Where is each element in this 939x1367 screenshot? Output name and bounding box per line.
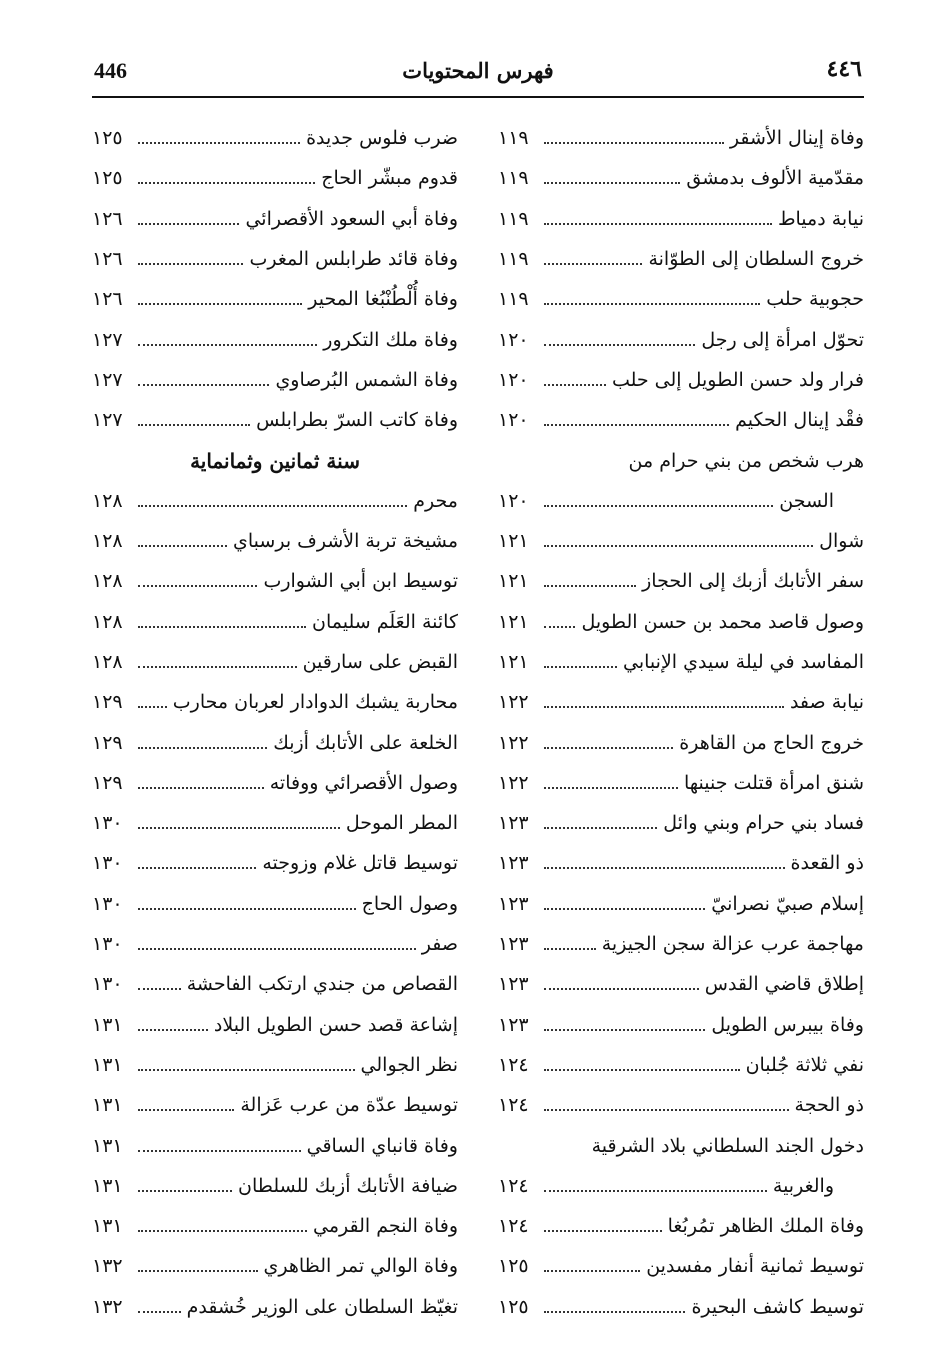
toc-entry-page: ١٢٧ <box>92 368 123 391</box>
toc-entry-page: ١٣١ <box>92 1174 123 1197</box>
dot-leader <box>544 263 642 265</box>
toc-entry-title: إشاعة قصد حسن الطويل البلاد <box>213 1013 458 1036</box>
toc-entry-page: ١٢٨ <box>92 610 123 633</box>
toc-entry-title: محاربة يشبك الدوادار لعربان محارب <box>172 691 458 714</box>
toc-entry <box>498 1166 864 1206</box>
toc-entry <box>92 561 458 601</box>
dot-leader <box>544 1230 662 1232</box>
dot-leader <box>544 747 673 749</box>
toc-entry <box>498 924 864 964</box>
toc-entry-page: ١٢٨ <box>92 651 123 673</box>
toc-entry-title: وفاة كاتب السرّ بطرابلس <box>256 409 458 432</box>
toc-entry-title: إسلام صبيّ نصرانيّ <box>711 892 864 915</box>
toc-entry-page: ١٢٢ <box>498 691 529 714</box>
toc-entry-page: ١٢٤ <box>498 1174 529 1197</box>
toc-entry <box>92 400 458 440</box>
toc-entry <box>92 319 458 359</box>
toc-entry <box>92 682 458 722</box>
toc-entry-page: ١٢٤ <box>498 1053 529 1076</box>
toc-entry <box>498 1045 864 1085</box>
toc-entry-page: ١٢٥ <box>498 1295 529 1318</box>
toc-entry-page: ١٢٠ <box>498 409 529 432</box>
page-header <box>92 52 864 98</box>
toc-entry <box>498 118 864 158</box>
toc-entry <box>498 481 864 521</box>
dot-leader <box>138 706 167 708</box>
toc-entry <box>92 964 458 1004</box>
toc-entry-title: ذو الحجة <box>794 1094 864 1117</box>
toc-entry <box>498 602 864 642</box>
dot-leader <box>138 626 306 628</box>
toc-entry-page: ١٢٨ <box>92 530 123 553</box>
toc-entry-page: ١٣٠ <box>92 973 123 996</box>
dot-leader <box>544 988 699 990</box>
dot-leader <box>544 505 773 507</box>
dot-leader <box>138 867 256 869</box>
toc-entry <box>92 642 458 682</box>
toc-entry-title: وصول الحاج <box>361 892 458 915</box>
toc-entry <box>92 158 458 198</box>
dot-leader <box>544 545 813 547</box>
dot-leader <box>138 1029 208 1031</box>
toc-entry-page: ١٣١ <box>92 1134 123 1157</box>
toc-entry <box>498 319 864 359</box>
toc-entry-title: مهاجمة عرب عزالة سجن الجيزية <box>601 933 864 956</box>
toc-entry-page: ١٣١ <box>92 1094 123 1117</box>
toc-entry <box>498 279 864 319</box>
toc-entry <box>92 118 458 158</box>
toc-entry-title: وفاة النجم القرمي <box>313 1215 458 1238</box>
toc-entry-title: سفر الأتابك أزبك إلى الحجاز <box>642 570 864 593</box>
toc-entry-page: ١٢٩ <box>92 691 123 714</box>
dot-leader <box>544 948 596 950</box>
toc-entry <box>92 481 458 521</box>
dot-leader <box>544 706 784 708</box>
toc-entry-title: وفاة بيبرس الطويل <box>711 1013 864 1036</box>
toc-entry-title: وفاة قائد طرابلس المغرب <box>249 248 458 271</box>
dot-leader <box>544 585 636 587</box>
toc-entry-title: تحوّل امرأة إلى رجل <box>701 328 864 351</box>
toc-entry-title: ذو القعدة <box>790 852 864 875</box>
toc-entry-title: وصول قاصد محمد بن حسن الطويل <box>581 610 864 633</box>
toc-entry-page: ١١٩ <box>498 127 529 150</box>
toc-entry-page: ١٣٠ <box>92 933 123 956</box>
toc-entry <box>498 682 864 722</box>
toc-entry-page: ١٢٩ <box>92 731 123 754</box>
toc-entry-title: صفر <box>421 933 458 956</box>
toc-entry-title: محرم <box>413 489 458 512</box>
toc-entry-page: ١٢٥ <box>498 1255 529 1278</box>
toc-entry <box>92 360 458 400</box>
toc-entry <box>92 924 458 964</box>
toc-entry <box>498 400 864 440</box>
toc-entry-page: ١٢٧ <box>92 328 123 351</box>
dot-leader <box>138 263 243 265</box>
toc-entry-page: ١٢١ <box>498 570 529 593</box>
toc-entry-title: فقْد إينال الحكيم <box>735 409 864 432</box>
toc-entry-title: وفاة الملك الظاهر تمُربُغا <box>667 1215 864 1238</box>
dot-leader <box>138 1069 355 1071</box>
toc-entry <box>498 1206 864 1246</box>
toc-entry <box>498 1005 864 1045</box>
dot-leader <box>138 666 297 668</box>
toc-entry-title: تغيّظ السلطان على الوزير خُشقدم <box>186 1295 458 1318</box>
toc-entry-title: مقدّمية الألوف بدمشق <box>686 167 864 190</box>
toc-entry-page: ١٣٠ <box>92 852 123 875</box>
toc-entry-title: قدوم مبشّر الحاج <box>321 167 458 190</box>
toc-entry-title: وصول الأقصرائي ووفاته <box>269 771 458 794</box>
dot-leader <box>138 545 227 547</box>
dot-leader <box>138 303 302 305</box>
toc-entry-title: نيابة دمياط <box>777 207 864 230</box>
toc-entry-page: ١٢٦ <box>92 207 123 230</box>
toc-entry-page: ١٣٢ <box>92 1295 123 1318</box>
dot-leader <box>544 787 678 789</box>
toc-entry-title: السجن <box>779 489 834 512</box>
toc-entry-page: ١٢٥ <box>92 167 123 190</box>
toc-entry-page: ١٢٢ <box>498 771 529 794</box>
dot-leader <box>138 223 239 225</box>
toc-entry-page: ١٢٣ <box>498 933 529 956</box>
toc-entry-title: القبض على سارقين <box>302 651 458 673</box>
toc-entry-page: ١٢١ <box>498 651 529 673</box>
toc-entry-page: ١٢٠ <box>498 368 529 391</box>
toc-entry <box>498 884 864 924</box>
toc-entry <box>92 279 458 319</box>
dot-leader <box>138 1109 234 1111</box>
dot-leader <box>138 787 264 789</box>
toc-entry <box>92 1287 458 1327</box>
toc-column-right <box>498 118 864 1327</box>
toc-entry-page: ١٣١ <box>92 1215 123 1238</box>
toc-entry-title: الخلعة على الأتابك أزبك <box>273 731 458 754</box>
toc-entry-page: ١٢١ <box>498 530 529 553</box>
toc-entry-title: وفاة قانباي الساقي <box>306 1134 458 1157</box>
toc-entry <box>498 561 864 601</box>
toc-entry-title: والغربية <box>772 1174 834 1197</box>
toc-entry-page: ١٢٢ <box>498 731 529 754</box>
toc-entry-page: ١١٩ <box>498 167 529 190</box>
toc-entry-title: حجوبية حلب <box>766 288 864 311</box>
toc-entry-title: وفاة ملك التكرور <box>323 328 458 351</box>
dot-leader <box>544 182 680 184</box>
dot-leader <box>544 1311 685 1313</box>
dot-leader <box>544 142 724 144</box>
toc-entry <box>92 199 458 239</box>
toc-entry-page: ١٢٠ <box>498 489 529 512</box>
dot-leader <box>544 666 617 668</box>
toc-entry-title: شنق امرأة قتلت جنينها <box>683 771 864 794</box>
toc-entry-title: فرار ولد حسن الطويل إلى حلب <box>611 368 864 391</box>
toc-entry-page: ١٢٧ <box>92 409 123 432</box>
toc-entry-page: ١١٩ <box>498 248 529 271</box>
toc-entry <box>498 239 864 279</box>
toc-entry <box>498 521 864 561</box>
dot-leader <box>544 827 657 829</box>
dot-leader <box>544 223 772 225</box>
toc-entry-first-line: دخول الجند السلطاني بلاد الشرقية <box>591 1134 864 1157</box>
dot-leader <box>138 384 269 386</box>
toc-entry-title: المفاسد في ليلة سيدي الإنبابي <box>623 651 864 673</box>
toc-entry <box>498 199 864 239</box>
toc-entry-page: ١٢٣ <box>498 973 529 996</box>
toc-entry-page: ١٢٨ <box>92 489 123 512</box>
toc-entry <box>498 843 864 883</box>
toc-entry <box>498 722 864 762</box>
dot-leader <box>138 424 250 426</box>
dot-leader <box>138 182 315 184</box>
toc-entry-page: ١٣٠ <box>92 812 123 835</box>
dot-leader <box>138 948 416 950</box>
toc-entry-page: ١٢٤ <box>498 1094 529 1117</box>
toc-entry <box>498 360 864 400</box>
toc-entry-title: وفاة أبي السعود الأقصرائي <box>245 207 458 230</box>
dot-leader <box>138 1311 181 1313</box>
toc-entry <box>498 964 864 1004</box>
dot-leader <box>544 1109 789 1111</box>
toc-entry-title: شوال <box>819 530 864 553</box>
toc-entry-page: ١٢١ <box>498 610 529 633</box>
dot-leader <box>544 1029 705 1031</box>
toc-entry <box>92 239 458 279</box>
dot-leader <box>544 1069 740 1071</box>
toc-entry <box>92 843 458 883</box>
dot-leader <box>138 1270 258 1272</box>
toc-entry-first-line: هرب شخص من بني حرام من <box>628 449 864 472</box>
dot-leader <box>544 626 575 628</box>
toc-entry-title: وفاة الوالي تمر الظاهري <box>263 1255 458 1278</box>
dot-leader <box>138 747 267 749</box>
dot-leader <box>544 303 760 305</box>
toc-entry-title: نفي ثلاثة جُلبان <box>745 1053 864 1076</box>
toc-column-left <box>92 118 458 1327</box>
toc-entry-title: المطر الموحل <box>345 812 458 835</box>
toc-entry <box>92 1045 458 1085</box>
toc-entry-page: ١٣١ <box>92 1013 123 1036</box>
toc-entry-title: كائنة العَلَم سليمان <box>312 610 458 633</box>
dot-leader <box>138 142 300 144</box>
toc-entry <box>92 1125 458 1165</box>
toc-entry-title: مشيخة تربة الأشرف برسباي <box>233 530 458 553</box>
toc-entry <box>498 803 864 843</box>
toc-entry-title: توسيط ثمانية أنفار مفسدين <box>646 1255 864 1278</box>
toc-entry-page: ١٢٦ <box>92 288 123 311</box>
toc-entry-page: ١١٩ <box>498 288 529 311</box>
toc-entry-title: خروج السلطان إلى الطوّانة <box>648 248 864 271</box>
dot-leader <box>138 1150 301 1152</box>
toc-entry <box>92 722 458 762</box>
toc-entry-title: ضيافة الأتابك أزبك للسلطان <box>238 1174 458 1197</box>
toc-entry <box>498 158 864 198</box>
toc-entry-title: نظر الجوالي <box>360 1053 458 1076</box>
dot-leader <box>138 344 317 346</box>
toc-entry-title: إطلاق قاضي القدس <box>704 973 864 996</box>
toc-entry <box>498 763 864 803</box>
toc-entry <box>498 1085 864 1125</box>
toc-entry-title: نيابة صفد <box>789 691 864 714</box>
toc-entry-page: ١٢٥ <box>92 127 123 150</box>
toc-entry <box>92 521 458 561</box>
dot-leader <box>544 1190 767 1192</box>
toc-entry-title: القصاص من جندي ارتكب الفاحشة <box>186 973 458 996</box>
dot-leader <box>544 424 729 426</box>
toc-entry-page: ١١٩ <box>498 207 529 230</box>
dot-leader <box>138 908 356 910</box>
toc-entry-title: توسيط ابن أبي الشوارب <box>263 570 458 593</box>
toc-entry <box>92 763 458 803</box>
toc-entry <box>92 1085 458 1125</box>
dot-leader <box>138 827 340 829</box>
toc-entry-title: وفاة إينال الأشقر <box>729 127 864 150</box>
toc-entry-title: توسيط كاشف البحيرة <box>691 1295 864 1318</box>
toc-entry-page: ١٣٠ <box>92 892 123 915</box>
toc-entry-title: توسيط قاتل غلام وزوجته <box>262 852 458 875</box>
toc-entry-title: وفاة أُلْطُنْبُغا المحير <box>308 288 458 311</box>
dot-leader <box>544 908 705 910</box>
toc-entry-page: ١٣٢ <box>92 1255 123 1278</box>
toc-entry-title: وفاة الشمس البُرصاوي <box>275 368 458 391</box>
toc-entry-page: ١٢٣ <box>498 812 529 835</box>
toc-entry <box>92 803 458 843</box>
toc-entry <box>498 1287 864 1327</box>
dot-leader <box>138 1190 232 1192</box>
toc-entry-title: ضرب فلوس جديدة <box>306 127 458 150</box>
toc-entry-page: ١٢٩ <box>92 771 123 794</box>
toc-entry-page: ١٢٣ <box>498 852 529 875</box>
toc-entry-title: توسيط عدّة من عرب عَزالة <box>240 1094 458 1117</box>
dot-leader <box>138 988 181 990</box>
toc-entry <box>498 642 864 682</box>
toc-entry <box>92 1005 458 1045</box>
page-title: فهرس المحتويات <box>402 58 554 83</box>
page-number-arabic: ٤٤٦ <box>826 56 862 82</box>
toc-entry <box>92 884 458 924</box>
toc-entry-page: ١٢٣ <box>498 892 529 915</box>
dot-leader <box>544 384 606 386</box>
page-number-latin: 446 <box>94 58 127 83</box>
dot-leader <box>544 344 695 346</box>
toc-entry-title: خروج الحاج من القاهرة <box>679 731 864 754</box>
toc-entry <box>498 1246 864 1286</box>
toc-entry <box>92 1246 458 1286</box>
toc-entry-page: ١٢٦ <box>92 248 123 271</box>
toc-entry-page: ١٣١ <box>92 1053 123 1076</box>
dot-leader <box>544 867 785 869</box>
toc-entry-page: ١٢٣ <box>498 1013 529 1036</box>
toc-entry-title: فساد بني حرام وبني وائل <box>663 812 864 835</box>
dot-leader <box>138 585 257 587</box>
dot-leader <box>544 1270 640 1272</box>
dot-leader <box>138 505 407 507</box>
toc-entry-page: ١٢٨ <box>92 570 123 593</box>
dot-leader <box>138 1230 307 1232</box>
toc-entry-page: ١٢٠ <box>498 328 529 351</box>
toc-entry <box>92 1166 458 1206</box>
section-heading: سنة ثمانين وثمانماية <box>190 448 360 473</box>
toc-entry <box>92 1206 458 1246</box>
toc-entry-page: ١٢٤ <box>498 1215 529 1238</box>
toc-entry <box>92 602 458 642</box>
